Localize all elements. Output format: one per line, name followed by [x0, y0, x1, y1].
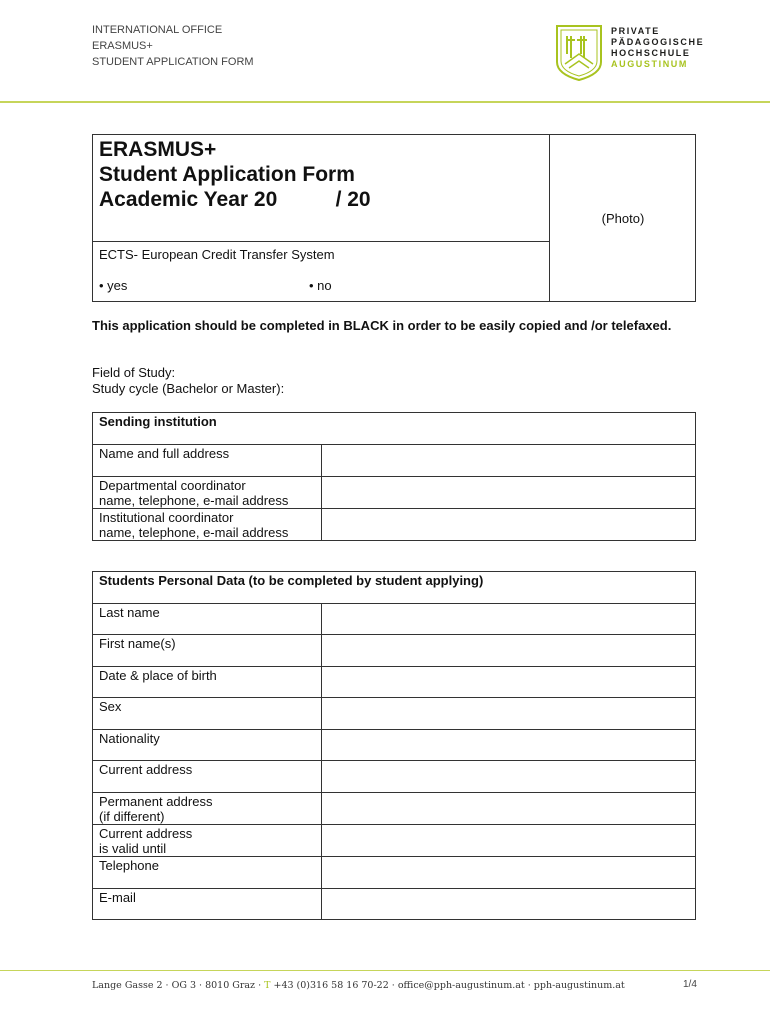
- input-cell[interactable]: [322, 761, 696, 793]
- input-cell[interactable]: [322, 477, 696, 509]
- page-number: 1/4: [683, 979, 697, 990]
- table-row: [93, 477, 696, 509]
- footer-address: [92, 980, 625, 991]
- header-divider: [0, 101, 770, 103]
- row-label: Date & place of birth: [93, 667, 322, 698]
- field-of-study-label[interactable]: Field of Study:: [92, 365, 176, 380]
- row-label: Last name: [93, 604, 322, 635]
- table-row: [93, 825, 696, 857]
- institution-logo: [555, 24, 715, 82]
- input-cell[interactable]: [322, 635, 696, 667]
- row-label: First name(s): [93, 635, 322, 667]
- table-row: [93, 604, 696, 635]
- header-line: STUDENT APPLICATION FORM: [92, 56, 254, 68]
- logo-text: HOCHSCHULE: [611, 48, 691, 58]
- study-cycle-label[interactable]: Study cycle (Bachelor or Master):: [92, 381, 285, 396]
- personal-data-table: [92, 571, 696, 920]
- instruction-note: This application should be completed in BLACK in order to be easily copied and /or telefaxed.: [92, 318, 672, 333]
- table-row: [93, 889, 696, 920]
- table-row: [93, 761, 696, 793]
- table-row: [93, 445, 696, 477]
- footer-contact-text: +43 (0)316 58 16 70-22 · office@pph-augustinum.at · pph-augustinum.at: [270, 980, 625, 991]
- photo-box[interactable]: [550, 135, 696, 301]
- table-row: [93, 698, 696, 730]
- logo-text: PRIVATE: [611, 26, 660, 36]
- logo-text: PÄDAGOGISCHE: [611, 37, 705, 47]
- row-label: Departmental coordinator name, telephone, e-mail address: [93, 477, 322, 509]
- title-line: ERASMUS+: [99, 138, 217, 161]
- logo-text: AUGUSTINUM: [611, 59, 688, 69]
- row-label: Permanent address (if different): [93, 793, 322, 825]
- title-line: Student Application Form: [99, 163, 355, 186]
- title-block: [93, 135, 550, 242]
- input-cell[interactable]: [322, 667, 696, 698]
- footer-address-text: Lange Gasse 2 · OG 3 · 8010 Graz ·: [92, 980, 265, 991]
- ects-no-option[interactable]: • no: [309, 278, 332, 293]
- document-header: [92, 22, 254, 70]
- header-line: ERASMUS+: [92, 40, 153, 52]
- ects-label: ECTS- European Credit Transfer System: [99, 247, 335, 262]
- input-cell[interactable]: [322, 857, 696, 889]
- table-row: [93, 509, 696, 541]
- input-cell[interactable]: [322, 889, 696, 920]
- sending-institution-table: [92, 412, 696, 541]
- row-label: Institutional coordinator name, telephone, e-mail address: [93, 509, 322, 541]
- input-cell[interactable]: [322, 793, 696, 825]
- study-fields: [92, 365, 284, 397]
- footer-divider: [0, 970, 770, 971]
- row-label: Telephone: [93, 857, 322, 889]
- photo-label: (Photo): [601, 210, 645, 226]
- input-cell[interactable]: [322, 509, 696, 541]
- input-cell[interactable]: [322, 730, 696, 761]
- row-label: Current address: [93, 761, 322, 793]
- row-label: Sex: [93, 698, 322, 730]
- table-heading: Students Personal Data (to be completed by student applying): [93, 572, 696, 604]
- table-row: [93, 857, 696, 889]
- input-cell[interactable]: [322, 825, 696, 857]
- table-row: [93, 730, 696, 761]
- input-cell[interactable]: [322, 445, 696, 477]
- table-row: [93, 667, 696, 698]
- row-label: E-mail: [93, 889, 322, 920]
- table-row: [93, 793, 696, 825]
- row-label: Nationality: [93, 730, 322, 761]
- table-row: [93, 635, 696, 667]
- header-line: INTERNATIONAL OFFICE: [92, 24, 223, 36]
- footer-phone-marker: T: [264, 980, 271, 991]
- ects-yes-option[interactable]: • yes: [99, 278, 128, 293]
- shield-logo-icon: [555, 24, 603, 82]
- title-line[interactable]: Academic Year 20 / 20: [99, 188, 371, 211]
- row-label: Current address is valid until: [93, 825, 322, 857]
- row-label: Name and full address: [93, 445, 322, 477]
- input-cell[interactable]: [322, 604, 696, 635]
- title-box: [92, 134, 696, 302]
- table-heading: Sending institution: [93, 413, 696, 445]
- input-cell[interactable]: [322, 698, 696, 730]
- ects-block: [93, 241, 550, 302]
